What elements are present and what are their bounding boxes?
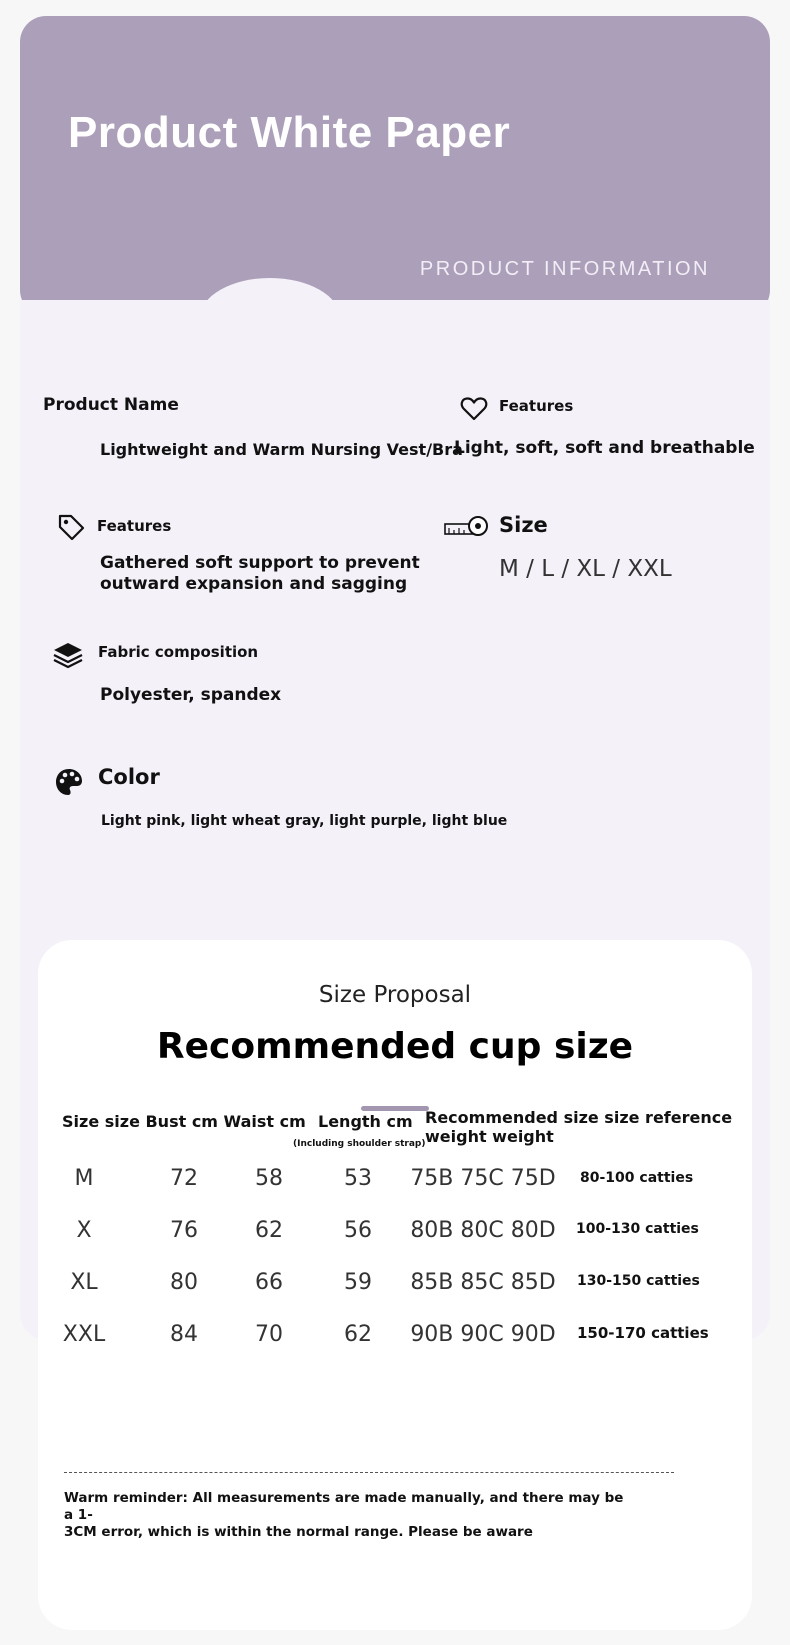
header-length: Length cm xyxy=(318,1112,413,1131)
warm-reminder-line2: 3CM error, which is within the normal range. Please be aware xyxy=(64,1524,533,1540)
title-underline-bar xyxy=(361,1106,429,1111)
warm-reminder-line1: Warm reminder: All measurements are made manually, and there may be a 1- xyxy=(64,1490,624,1523)
features-value-2-line1: Gathered soft support to prevent xyxy=(100,553,420,573)
cell-waist: 70 xyxy=(255,1322,283,1347)
cell-bust: 84 xyxy=(170,1322,198,1347)
cell-cups: 85B 85C 85D xyxy=(410,1270,556,1295)
cell-length: 53 xyxy=(344,1166,372,1191)
cell-weight: 100-130 catties xyxy=(576,1221,699,1237)
layers-icon xyxy=(52,641,84,669)
cell-size: XXL xyxy=(62,1322,106,1347)
page-title: Product White Paper xyxy=(68,108,511,157)
features-label-1: Features xyxy=(499,397,574,415)
cell-waist: 62 xyxy=(255,1218,283,1243)
cell-bust: 76 xyxy=(170,1218,198,1243)
warm-reminder-note xyxy=(64,1490,624,1541)
cell-weight: 80-100 catties xyxy=(580,1170,694,1186)
cell-waist: 66 xyxy=(255,1270,283,1295)
features-value-2-line2: outward expansion and sagging xyxy=(100,574,408,594)
cell-bust: 72 xyxy=(170,1166,198,1191)
cell-length: 56 xyxy=(344,1218,372,1243)
size-proposal-kicker: Size Proposal xyxy=(318,982,472,1008)
cell-weight: 150-170 catties xyxy=(577,1324,709,1342)
cell-waist: 58 xyxy=(255,1166,283,1191)
fabric-label: Fabric composition xyxy=(98,643,259,661)
header-banner xyxy=(20,16,770,316)
cell-length: 62 xyxy=(344,1322,372,1347)
fabric-value: Polyester, spandex xyxy=(100,685,282,705)
measuring-tape-icon xyxy=(444,514,488,538)
size-value: M / L / XL / XXL xyxy=(499,556,672,582)
header-recommended-line1: Recommended size size reference xyxy=(425,1108,733,1127)
cell-bust: 80 xyxy=(170,1270,198,1295)
header-size-bust-waist: Size size Bust cm Waist cm xyxy=(62,1112,306,1131)
tag-icon xyxy=(57,513,85,541)
cell-size: M xyxy=(74,1166,94,1191)
cell-cups: 80B 80C 80D xyxy=(410,1218,556,1243)
size-proposal-title: Recommended cup size xyxy=(156,1026,634,1067)
color-label: Color xyxy=(98,765,160,789)
header-subtitle: PRODUCT INFORMATION xyxy=(419,258,710,280)
features-label-2: Features xyxy=(97,517,172,535)
color-value: Light pink, light wheat gray, light purple, light blue xyxy=(101,813,508,829)
header-recommended-line2: weight weight xyxy=(425,1127,554,1146)
heart-icon xyxy=(460,396,488,422)
palette-icon xyxy=(54,767,84,797)
cell-cups: 75B 75C 75D xyxy=(410,1166,556,1191)
cell-weight: 130-150 catties xyxy=(577,1273,700,1289)
features-value-1: Light, soft, soft and breathable xyxy=(454,438,755,458)
size-proposal-card xyxy=(38,940,752,1630)
cell-length: 59 xyxy=(344,1270,372,1295)
header-length-note: (Including shoulder strap) xyxy=(293,1139,426,1149)
product-name-label: Product Name xyxy=(43,395,179,415)
cell-size: X xyxy=(76,1218,92,1243)
cell-size: XL xyxy=(70,1270,98,1295)
cell-cups: 90B 90C 90D xyxy=(410,1322,556,1347)
size-label: Size xyxy=(499,513,548,537)
dashed-divider xyxy=(64,1472,674,1473)
product-name-value: Lightweight and Warm Nursing Vest/Bra xyxy=(100,440,463,459)
